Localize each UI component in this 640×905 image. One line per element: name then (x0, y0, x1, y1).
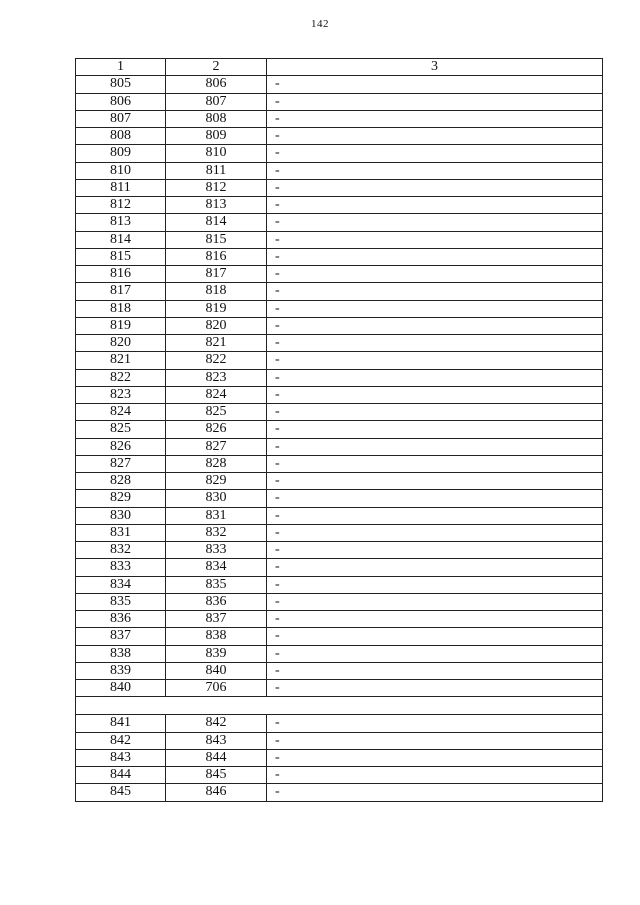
table-row (76, 335, 603, 352)
table-cell-col-1: 821 (76, 352, 166, 369)
table-cell-col-3: - (267, 93, 603, 110)
table-cell-col-2: 807 (166, 93, 267, 110)
table-row (76, 76, 603, 93)
table-row (76, 266, 603, 283)
table-cell-col-2: 844 (166, 749, 267, 766)
table-cell-col-1: 814 (76, 231, 166, 248)
table-row (76, 784, 603, 801)
table-cell-col-2: 819 (166, 300, 267, 317)
table-cell-col-3: - (267, 490, 603, 507)
table-cell-col-3: - (267, 784, 603, 801)
table-row (76, 559, 603, 576)
table-cell-col-1: 842 (76, 732, 166, 749)
table-row (76, 576, 603, 593)
table-row (76, 524, 603, 541)
table-cell-col-2: 834 (166, 559, 267, 576)
table-cell-col-1: 843 (76, 749, 166, 766)
table-cell-col-2: 835 (166, 576, 267, 593)
table-cell-col-1: 812 (76, 197, 166, 214)
table-cell-col-1: 832 (76, 542, 166, 559)
table-cell-col-1: 809 (76, 145, 166, 162)
table-cell-col-1: 810 (76, 162, 166, 179)
table-cell-col-3: - (267, 162, 603, 179)
table-row (76, 197, 603, 214)
table-row (76, 214, 603, 231)
table-row (76, 593, 603, 610)
table-row (76, 749, 603, 766)
table-row (76, 231, 603, 248)
table-row (76, 386, 603, 403)
table-cell-col-3: - (267, 559, 603, 576)
table-cell-col-1: 827 (76, 455, 166, 472)
table-cell-col-3: - (267, 128, 603, 145)
table-row (76, 110, 603, 127)
table-cell-col-3: - (267, 576, 603, 593)
table-cell-col-3: - (267, 317, 603, 334)
table-cell-col-3: - (267, 335, 603, 352)
page-number: 142 (311, 18, 329, 30)
table-cell-col-1: 839 (76, 662, 166, 679)
table-gap-row (76, 697, 603, 715)
table-cell-col-1: 824 (76, 404, 166, 421)
table-cell-col-3: - (267, 611, 603, 628)
table-row (76, 93, 603, 110)
table-gap-cell (76, 697, 603, 715)
table-cell-col-1: 845 (76, 784, 166, 801)
table-cell-col-3: - (267, 767, 603, 784)
table-row (76, 542, 603, 559)
table-row (76, 317, 603, 334)
table-cell-col-1: 833 (76, 559, 166, 576)
table-row (76, 455, 603, 472)
table-cell-col-2: 836 (166, 593, 267, 610)
table-row (76, 767, 603, 784)
table-cell-col-2: 837 (166, 611, 267, 628)
table-cell-col-2: 817 (166, 266, 267, 283)
header-cell-1: 1 (76, 59, 166, 76)
table-cell-col-1: 823 (76, 386, 166, 403)
table-row (76, 300, 603, 317)
table-cell-col-3: - (267, 628, 603, 645)
table-cell-col-2: 806 (166, 76, 267, 93)
table-cell-col-3: - (267, 145, 603, 162)
table-cell-col-3: - (267, 248, 603, 265)
table-row (76, 473, 603, 490)
table-row (76, 352, 603, 369)
table-cell-col-1: 838 (76, 645, 166, 662)
table-cell-col-1: 830 (76, 507, 166, 524)
table-cell-col-3: - (267, 283, 603, 300)
table-cell-col-2: 843 (166, 732, 267, 749)
table-row (76, 421, 603, 438)
table-cell-col-1: 825 (76, 421, 166, 438)
table-cell-col-1: 828 (76, 473, 166, 490)
table-cell-col-1: 820 (76, 335, 166, 352)
table-cell-col-3: - (267, 732, 603, 749)
table-cell-col-2: 820 (166, 317, 267, 334)
table-row (76, 162, 603, 179)
table-cell-col-3: - (267, 404, 603, 421)
table-cell-col-1: 807 (76, 110, 166, 127)
table-cell-col-3: - (267, 645, 603, 662)
header-cell-3: 3 (267, 59, 603, 76)
table-row (76, 145, 603, 162)
table-cell-col-2: 833 (166, 542, 267, 559)
table-cell-col-1: 815 (76, 248, 166, 265)
table-cell-col-2: 822 (166, 352, 267, 369)
table-cell-col-1: 811 (76, 179, 166, 196)
table-cell-col-3: - (267, 593, 603, 610)
table-row (76, 628, 603, 645)
table-cell-col-2: 824 (166, 386, 267, 403)
table-cell-col-1: 813 (76, 214, 166, 231)
header-cell-2: 2 (166, 59, 267, 76)
table-cell-col-2: 827 (166, 438, 267, 455)
table-row (76, 438, 603, 455)
table-row (76, 369, 603, 386)
table-cell-col-2: 823 (166, 369, 267, 386)
table-body (76, 59, 603, 802)
table-cell-col-2: 815 (166, 231, 267, 248)
table-cell-col-3: - (267, 300, 603, 317)
table-cell-col-2: 814 (166, 214, 267, 231)
table-cell-col-1: 831 (76, 524, 166, 541)
table-cell-col-3: - (267, 214, 603, 231)
table-cell-col-2: 821 (166, 335, 267, 352)
table-cell-col-1: 817 (76, 283, 166, 300)
table-row (76, 611, 603, 628)
table-cell-col-3: - (267, 438, 603, 455)
table-cell-col-3: - (267, 662, 603, 679)
table-cell-col-1: 826 (76, 438, 166, 455)
table-row (76, 645, 603, 662)
table-cell-col-2: 825 (166, 404, 267, 421)
table-cell-col-3: - (267, 421, 603, 438)
table-cell-col-2: 813 (166, 197, 267, 214)
table-cell-col-2: 831 (166, 507, 267, 524)
table-cell-col-3: - (267, 76, 603, 93)
table-row (76, 680, 603, 697)
table-cell-col-1: 837 (76, 628, 166, 645)
table-cell-col-1: 829 (76, 490, 166, 507)
table-cell-col-3: - (267, 110, 603, 127)
table-cell-col-1: 805 (76, 76, 166, 93)
table-cell-col-2: 808 (166, 110, 267, 127)
table-cell-col-2: 845 (166, 767, 267, 784)
table-cell-col-1: 840 (76, 680, 166, 697)
data-table (75, 58, 603, 802)
table-cell-col-1: 822 (76, 369, 166, 386)
table-row (76, 248, 603, 265)
table-cell-col-2: 830 (166, 490, 267, 507)
table-cell-col-3: - (267, 680, 603, 697)
table-cell-col-2: 839 (166, 645, 267, 662)
table-cell-col-3: - (267, 524, 603, 541)
table-cell-col-2: 816 (166, 248, 267, 265)
table-cell-col-1: 834 (76, 576, 166, 593)
table-cell-col-1: 841 (76, 715, 166, 732)
table-cell-col-1: 819 (76, 317, 166, 334)
table-cell-col-1: 816 (76, 266, 166, 283)
table-row (76, 507, 603, 524)
table-cell-col-2: 840 (166, 662, 267, 679)
table-row (76, 128, 603, 145)
table-cell-col-2: 706 (166, 680, 267, 697)
table-row (76, 283, 603, 300)
table-cell-col-2: 832 (166, 524, 267, 541)
table-cell-col-1: 844 (76, 767, 166, 784)
table-cell-col-2: 818 (166, 283, 267, 300)
table-cell-col-3: - (267, 386, 603, 403)
table-cell-col-3: - (267, 369, 603, 386)
table-cell-col-3: - (267, 231, 603, 248)
table-cell-col-3: - (267, 179, 603, 196)
table-cell-col-2: 812 (166, 179, 267, 196)
table-row (76, 404, 603, 421)
table-header-row (76, 59, 603, 76)
table-cell-col-3: - (267, 455, 603, 472)
table-cell-col-2: 811 (166, 162, 267, 179)
table-cell-col-1: 818 (76, 300, 166, 317)
table-cell-col-2: 828 (166, 455, 267, 472)
table-cell-col-2: 826 (166, 421, 267, 438)
table-cell-col-1: 836 (76, 611, 166, 628)
table-row (76, 662, 603, 679)
table-cell-col-2: 829 (166, 473, 267, 490)
table-cell-col-1: 806 (76, 93, 166, 110)
table-row (76, 179, 603, 196)
table-cell-col-3: - (267, 352, 603, 369)
table-cell-col-2: 809 (166, 128, 267, 145)
table-cell-col-3: - (267, 542, 603, 559)
table-cell-col-2: 846 (166, 784, 267, 801)
table-cell-col-1: 835 (76, 593, 166, 610)
table-cell-col-3: - (267, 715, 603, 732)
table-cell-col-3: - (267, 749, 603, 766)
table-cell-col-3: - (267, 507, 603, 524)
table-cell-col-2: 842 (166, 715, 267, 732)
table-cell-col-3: - (267, 473, 603, 490)
table-cell-col-2: 838 (166, 628, 267, 645)
table-cell-col-3: - (267, 197, 603, 214)
table-row (76, 490, 603, 507)
table-cell-col-3: - (267, 266, 603, 283)
table-row (76, 732, 603, 749)
table-cell-col-1: 808 (76, 128, 166, 145)
table-row (76, 715, 603, 732)
table-cell-col-2: 810 (166, 145, 267, 162)
